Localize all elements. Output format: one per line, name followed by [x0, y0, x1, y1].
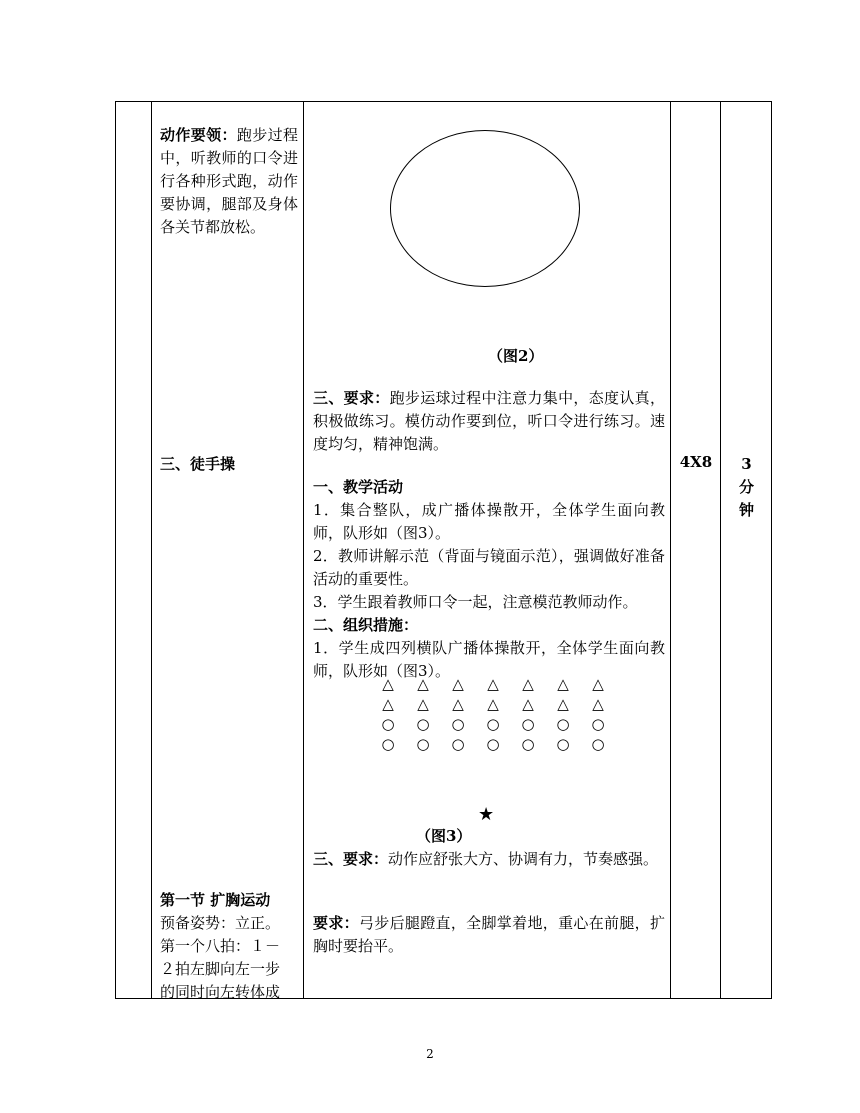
student-triangle-icon: △: [557, 675, 569, 693]
formation-row: [378, 734, 608, 754]
time-unit-char: 分: [738, 478, 754, 496]
requirement-paragraph: [313, 387, 665, 456]
activity-block: [313, 476, 665, 683]
student-circle-icon: ○: [521, 735, 535, 753]
column-divider: [151, 101, 152, 999]
page-number: 2: [426, 1047, 434, 1061]
requirement-paragraph: [313, 912, 665, 958]
student-circle-icon: ○: [591, 735, 605, 753]
student-triangle-icon: △: [487, 675, 499, 693]
fig3-caption: （图3）: [416, 827, 472, 845]
student-triangle-icon: △: [592, 695, 604, 713]
student-triangle-icon: △: [382, 675, 394, 693]
student-circle-icon: ○: [556, 715, 570, 733]
student-circle-icon: ○: [416, 735, 430, 753]
student-circle-icon: ○: [591, 715, 605, 733]
student-triangle-icon: △: [452, 675, 464, 693]
activity-title: 一、教学活动: [313, 478, 404, 496]
column-divider: [670, 101, 671, 999]
essentials-label: 动作要领：: [160, 126, 237, 144]
student-triangle-icon: △: [557, 695, 569, 713]
student-triangle-icon: △: [382, 695, 394, 713]
formation-diagram: [378, 674, 608, 754]
formation-row: [378, 694, 608, 714]
time-value: [721, 453, 772, 522]
student-circle-icon: ○: [486, 715, 500, 733]
exercise-line: 的同时向左转体成: [160, 983, 281, 1001]
requirement-label: 要求：: [313, 914, 359, 932]
student-triangle-icon: △: [417, 695, 429, 713]
requirement-label: 三、要求：: [313, 850, 389, 868]
column-divider: [720, 101, 721, 999]
requirement-paragraph: [313, 848, 665, 871]
student-circle-icon: ○: [451, 735, 465, 753]
student-triangle-icon: △: [522, 695, 534, 713]
student-circle-icon: ○: [556, 735, 570, 753]
running-circle-diagram: [390, 130, 580, 287]
requirement-text: 动作应舒张大方、协调有力，节奏感强。: [388, 850, 659, 868]
requirement-label: 三、要求：: [313, 389, 390, 407]
student-triangle-icon: △: [452, 695, 464, 713]
activity-item: 2．教师讲解示范（背面与镜面示范），强调做好准备活动的重要性。: [313, 547, 665, 588]
column-divider: [303, 101, 304, 999]
time-unit-char: 钟: [738, 501, 754, 519]
teacher-star-icon: ★: [478, 804, 495, 825]
time-number: 3: [741, 455, 752, 473]
activity-item: 1．集合整队，成广播体操散开，全体学生面向教师，队形如（图3）。: [313, 501, 665, 542]
section-title: 三、徒手操: [160, 455, 236, 473]
exercise-line: ２拍左脚向左一步: [160, 960, 281, 978]
student-circle-icon: ○: [381, 715, 395, 733]
student-circle-icon: ○: [451, 715, 465, 733]
student-triangle-icon: △: [417, 675, 429, 693]
exercise-block: [160, 889, 298, 1004]
student-circle-icon: ○: [381, 735, 395, 753]
student-triangle-icon: △: [522, 675, 534, 693]
student-triangle-icon: △: [487, 695, 499, 713]
activity-item: 3．学生跟着教师口令一起，注意模范教师动作。: [313, 593, 638, 611]
exercise-line: 第一个八拍：１－: [160, 937, 281, 955]
repetitions-value: 4X8: [679, 453, 713, 471]
fig2-caption: （图2）: [488, 347, 544, 365]
formation-row: [378, 714, 608, 734]
essentials-text: 跑步过程中，听教师的口令进行各种形式跑，动作要协调，腿部及身体各关节都放松。: [160, 126, 298, 236]
exercise-title: 第一节 扩胸运动: [160, 891, 271, 909]
student-circle-icon: ○: [521, 715, 535, 733]
student-circle-icon: ○: [486, 735, 500, 753]
student-triangle-icon: △: [592, 675, 604, 693]
exercise-line: 预备姿势：立正。: [160, 914, 281, 932]
student-circle-icon: ○: [416, 715, 430, 733]
organization-title: 二、组织措施：: [313, 616, 419, 634]
organization-item: 1．学生成四列横队广播体操散开，全体学生面向教师，队形如（图3）。: [313, 639, 665, 680]
essentials-paragraph: [160, 124, 298, 239]
requirement-text: 弓步后腿蹬直，全脚掌着地，重心在前腿，扩胸时要抬平。: [313, 914, 665, 955]
requirement-text: 跑步运球过程中注意力集中，态度认真，积极做练习。模仿动作要到位，听口令进行练习。速度均匀，精神饱满。: [313, 389, 665, 453]
formation-row: [378, 674, 608, 694]
